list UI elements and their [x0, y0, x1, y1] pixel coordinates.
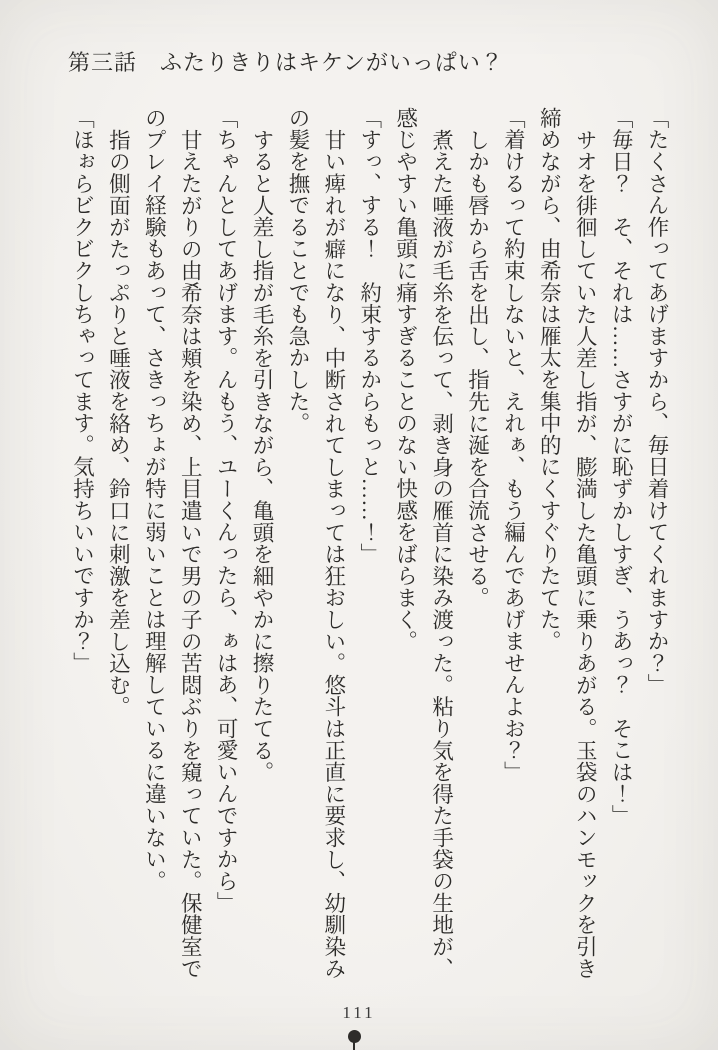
chapter-header: 第三話 ふたりきりはキケンがいっぱい？ [68, 50, 504, 75]
text-line: 甘えたがりの由希奈は頬を染め、上目遣いで男の子の苦悶ぶりを窺っていた。保健室で [178, 128, 203, 979]
text-line: 煮えた唾液が毛糸を伝って、剥き身の雁首に染み渡った。粘り気を得た手袋の生地が、 [429, 128, 454, 979]
page-footer [0, 1003, 718, 1023]
text-line: サオを徘徊していた人差し指が、膨満した亀頭に乗りあがる。玉袋のハンモックを引き [573, 128, 598, 979]
pin-stem [353, 1042, 355, 1050]
main-text [64, 107, 674, 983]
text-line: 感じやすい亀頭に痛すぎることのない快感をばらまく。 [393, 107, 418, 652]
pin-ornament [347, 1030, 361, 1050]
page-number: 111 [342, 1003, 376, 1022]
text-line: 締めながら、由希奈は雁太を集中的にくすぐりたてた。 [537, 107, 562, 652]
text-line: すると人差し指が毛糸を引きながら、亀頭を細やかに擦りたてる。 [250, 128, 275, 783]
text-line: 甘い痺れが癖になり、中断されてしまっては狂おしい。悠斗は正直に要求し、幼馴染み [321, 128, 346, 979]
text-line: 「すっ、する！ 約束するからもっと……！」 [357, 107, 382, 565]
text-line: 「着けるって約束しないと、えれぁ、もう編んであげませんよお？」 [501, 107, 526, 783]
text-line: の髪を撫でることでも急かした。 [285, 107, 310, 434]
text-line: 「たくさん作ってあげますから、毎日着けてくれますか？」 [645, 107, 669, 696]
text-line: 「毎日？ そ、それは……さすがに恥ずかしすぎ、うあっ？ そこは！」 [609, 107, 634, 827]
text-line: 指の側面がたっぷりと唾液を絡め、鈴口に刺激を差し込む。 [106, 128, 131, 718]
text-line: しかも唇から舌を出し、指先に涎を合流させる。 [465, 128, 490, 609]
text-line: のプレイ経験もあって、さきっちょが特に弱いことは理解しているに違いない。 [142, 107, 167, 892]
text-line: 「ほぉらビクビクしちゃってます。気持ちいいですか？」 [70, 107, 95, 674]
text-line: 「ちゃんとしてあげます。んもう、ユーくんったら、ぁはあ、可愛いんですから」 [214, 107, 239, 914]
